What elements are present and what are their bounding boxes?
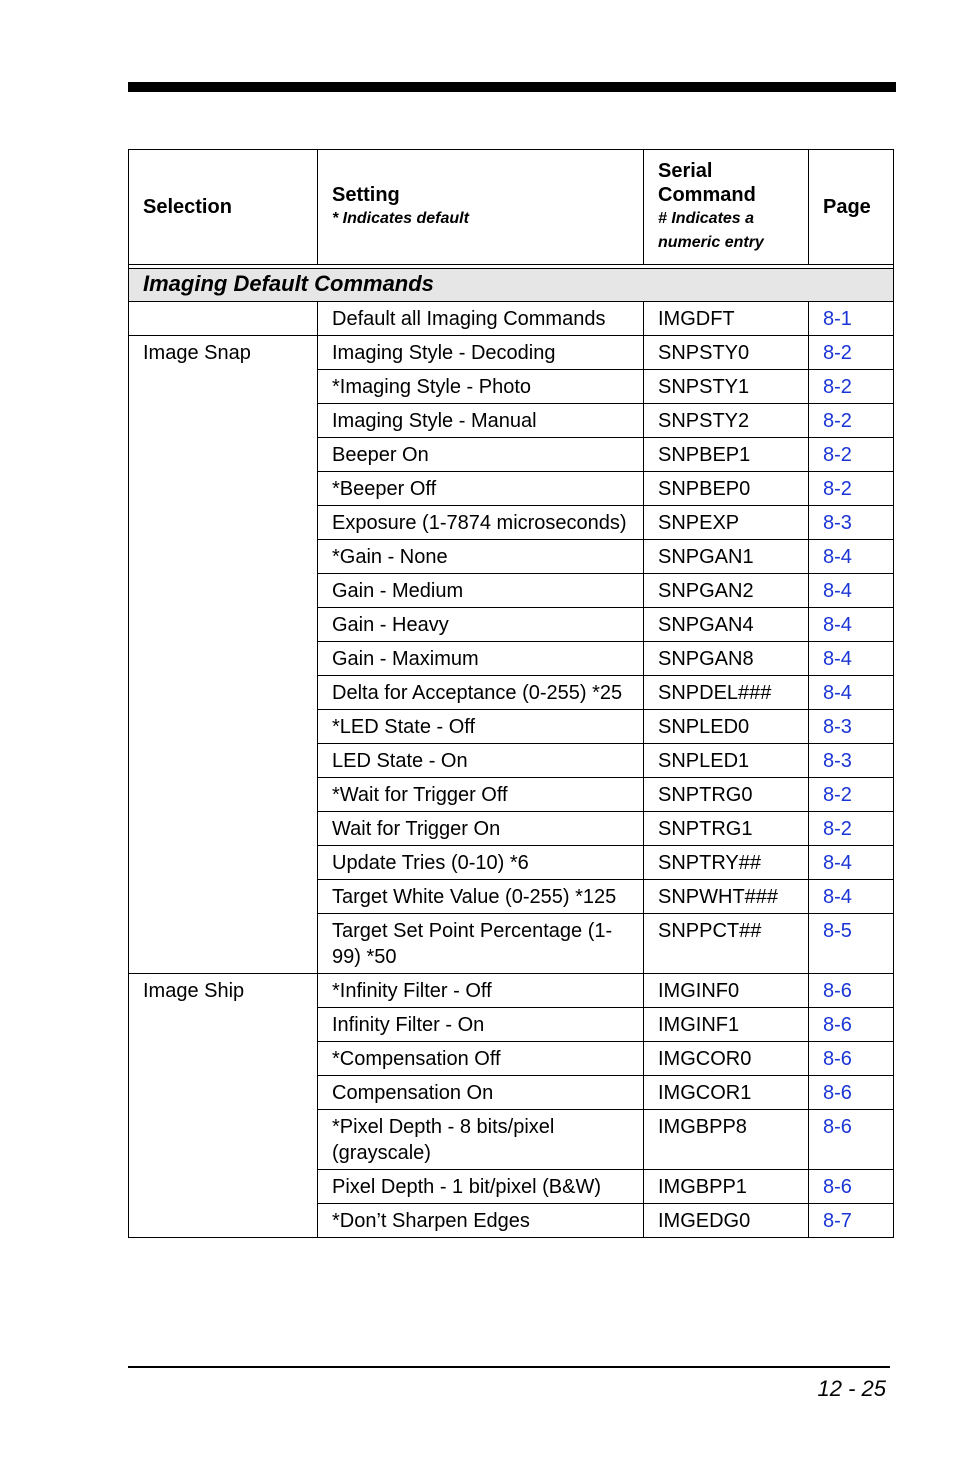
- setting-cell: Beeper On: [318, 438, 644, 472]
- setting-cell: Imaging Style - Manual: [318, 404, 644, 438]
- page-cell: [809, 676, 894, 710]
- page-link[interactable]: 8-2: [823, 342, 852, 364]
- command-cell: IMGINF0: [644, 974, 809, 1008]
- command-cell: SNPGAN2: [644, 574, 809, 608]
- page-cell: [809, 880, 894, 914]
- command-cell: SNPTRY##: [644, 846, 809, 880]
- header-setting-note: * Indicates default: [332, 210, 469, 227]
- page-cell: [809, 1110, 894, 1170]
- setting-cell: *Compensation Off: [318, 1042, 644, 1076]
- table-header-row: [129, 150, 894, 265]
- setting-cell: Gain - Heavy: [318, 608, 644, 642]
- table-body: [129, 265, 894, 1238]
- page-cell: [809, 642, 894, 676]
- page-link[interactable]: 8-2: [823, 444, 852, 466]
- command-cell: SNPSTY0: [644, 336, 809, 370]
- selection-cell: Image Ship: [129, 974, 318, 1238]
- command-cell: IMGCOR0: [644, 1042, 809, 1076]
- page-link[interactable]: 8-2: [823, 784, 852, 806]
- setting-cell: *Gain - None: [318, 540, 644, 574]
- page-cell: [809, 472, 894, 506]
- page-cell: [809, 540, 894, 574]
- setting-cell: *Imaging Style - Photo: [318, 370, 644, 404]
- page-link[interactable]: 8-2: [823, 818, 852, 840]
- setting-cell: Pixel Depth - 1 bit/pixel (B&W): [318, 1170, 644, 1204]
- command-cell: SNPLED1: [644, 744, 809, 778]
- table-row: [129, 302, 894, 336]
- header-serial-note: # Indicates a numeric entry: [658, 210, 764, 251]
- command-cell: SNPPCT##: [644, 914, 809, 974]
- page-link[interactable]: 8-4: [823, 546, 852, 568]
- page-cell: [809, 370, 894, 404]
- setting-cell: LED State - On: [318, 744, 644, 778]
- command-cell: SNPSTY2: [644, 404, 809, 438]
- command-cell: SNPBEP0: [644, 472, 809, 506]
- page-cell: [809, 574, 894, 608]
- setting-cell: Infinity Filter - On: [318, 1008, 644, 1042]
- page-link[interactable]: 8-7: [823, 1210, 852, 1232]
- page-cell: [809, 608, 894, 642]
- command-cell: IMGEDG0: [644, 1204, 809, 1238]
- page-cell: [809, 744, 894, 778]
- page-link[interactable]: 8-4: [823, 886, 852, 908]
- page-cell: [809, 302, 894, 336]
- page-cell: [809, 778, 894, 812]
- commands-table: [128, 149, 894, 1238]
- setting-cell: *LED State - Off: [318, 710, 644, 744]
- page-cell: [809, 506, 894, 540]
- command-cell: SNPEXP: [644, 506, 809, 540]
- table-row: [129, 336, 894, 370]
- selection-cell: [129, 302, 318, 336]
- page-link[interactable]: 8-4: [823, 580, 852, 602]
- page-link[interactable]: 8-2: [823, 478, 852, 500]
- setting-cell: *Pixel Depth - 8 bits/pixel (grayscale): [318, 1110, 644, 1170]
- page-cell: [809, 710, 894, 744]
- page-link[interactable]: 8-6: [823, 1014, 852, 1036]
- header-selection: Selection: [129, 150, 318, 265]
- setting-cell: Compensation On: [318, 1076, 644, 1110]
- command-cell: SNPSTY1: [644, 370, 809, 404]
- setting-cell: *Beeper Off: [318, 472, 644, 506]
- page-cell: [809, 438, 894, 472]
- page-link[interactable]: 8-4: [823, 852, 852, 874]
- command-cell: SNPBEP1: [644, 438, 809, 472]
- setting-cell: Exposure (1-7874 microseconds): [318, 506, 644, 540]
- page-link[interactable]: 8-2: [823, 410, 852, 432]
- setting-cell: Imaging Style - Decoding: [318, 336, 644, 370]
- page-link[interactable]: 8-6: [823, 1176, 852, 1198]
- setting-cell: Target Set Point Percentage (1-99) *50: [318, 914, 644, 974]
- command-cell: IMGCOR1: [644, 1076, 809, 1110]
- page-link[interactable]: 8-6: [823, 1048, 852, 1070]
- page-link[interactable]: 8-3: [823, 750, 852, 772]
- command-cell: IMGBPP1: [644, 1170, 809, 1204]
- command-cell: SNPLED0: [644, 710, 809, 744]
- header-serial-command: Serial Command # Indicates a numeric entry: [644, 150, 809, 265]
- selection-cell: Image Snap: [129, 336, 318, 974]
- setting-cell: Default all Imaging Commands: [318, 302, 644, 336]
- page-cell: [809, 812, 894, 846]
- setting-cell: *Infinity Filter - Off: [318, 974, 644, 1008]
- setting-cell: Target White Value (0-255) *125: [318, 880, 644, 914]
- page-link[interactable]: 8-4: [823, 614, 852, 636]
- page-link[interactable]: 8-6: [823, 1116, 852, 1138]
- command-cell: SNPDEL###: [644, 676, 809, 710]
- header-setting: Setting * Indicates default: [318, 150, 644, 265]
- page-link[interactable]: 8-6: [823, 1082, 852, 1104]
- page-cell: [809, 914, 894, 974]
- command-cell: SNPTRG1: [644, 812, 809, 846]
- page-cell: [809, 404, 894, 438]
- section-row: [129, 269, 894, 302]
- command-cell: IMGDFT: [644, 302, 809, 336]
- page-cell: [809, 846, 894, 880]
- setting-cell: *Don’t Sharpen Edges: [318, 1204, 644, 1238]
- command-cell: SNPTRG0: [644, 778, 809, 812]
- page-link[interactable]: 8-4: [823, 648, 852, 670]
- command-cell: SNPGAN8: [644, 642, 809, 676]
- command-cell: IMGBPP8: [644, 1110, 809, 1170]
- page-cell: [809, 1042, 894, 1076]
- page-link[interactable]: 8-3: [823, 716, 852, 738]
- command-cell: SNPGAN4: [644, 608, 809, 642]
- table-row: [129, 974, 894, 1008]
- page-cell: [809, 336, 894, 370]
- page-link[interactable]: 8-3: [823, 512, 852, 534]
- section-title: Imaging Default Commands: [129, 269, 894, 302]
- page-link[interactable]: 8-1: [823, 308, 852, 330]
- bottom-rule: [128, 1366, 890, 1368]
- page-link[interactable]: 8-5: [823, 920, 852, 942]
- header-page: Page: [809, 150, 894, 265]
- page-cell: [809, 1076, 894, 1110]
- command-cell: SNPGAN1: [644, 540, 809, 574]
- page-cell: [809, 1170, 894, 1204]
- setting-cell: Update Tries (0-10) *6: [318, 846, 644, 880]
- top-rule: [128, 82, 896, 92]
- page-link[interactable]: 8-2: [823, 376, 852, 398]
- page-cell: [809, 1204, 894, 1238]
- command-cell: IMGINF1: [644, 1008, 809, 1042]
- setting-cell: *Wait for Trigger Off: [318, 778, 644, 812]
- setting-cell: Gain - Maximum: [318, 642, 644, 676]
- page-link[interactable]: 8-6: [823, 980, 852, 1002]
- page-link[interactable]: 8-4: [823, 682, 852, 704]
- page-number: 12 - 25: [817, 1376, 886, 1401]
- page-cell: [809, 974, 894, 1008]
- command-cell: SNPWHT###: [644, 880, 809, 914]
- setting-cell: Delta for Acceptance (0-255) *25: [318, 676, 644, 710]
- setting-cell: Gain - Medium: [318, 574, 644, 608]
- page-cell: [809, 1008, 894, 1042]
- setting-cell: Wait for Trigger On: [318, 812, 644, 846]
